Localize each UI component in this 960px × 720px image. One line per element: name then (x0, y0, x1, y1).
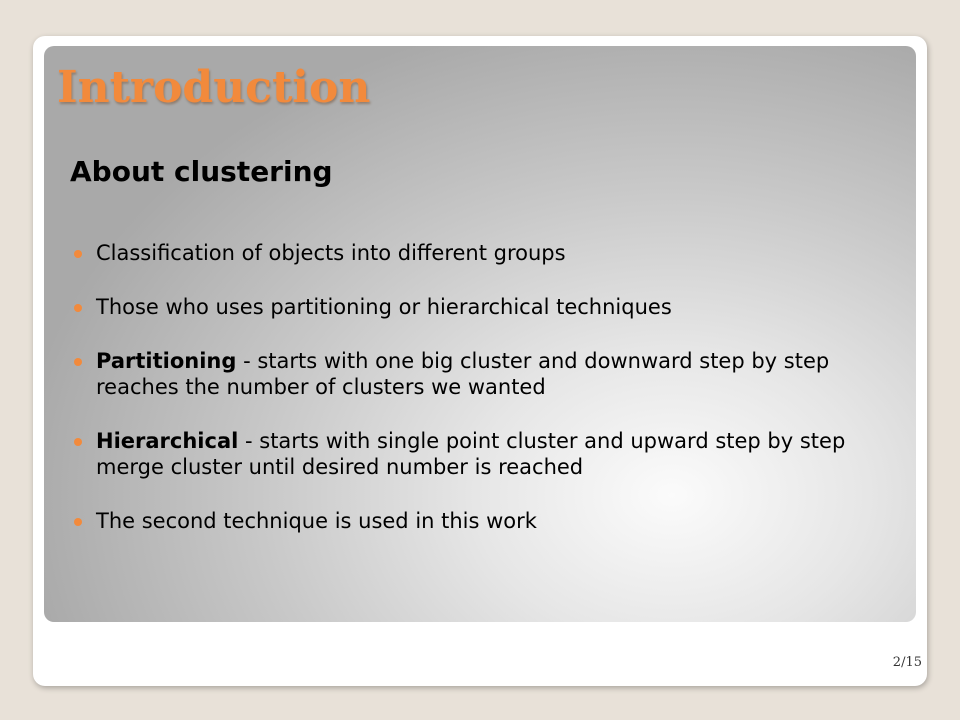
page-number: 2/15 (892, 655, 922, 670)
bullet-dot-icon (74, 304, 82, 312)
bullet-term-hierarchical: Hierarchical (96, 429, 239, 453)
bullet-item (74, 240, 904, 266)
slide-subtitle: About clustering (70, 155, 333, 188)
bullet-item (74, 294, 904, 320)
bullet-list (74, 240, 904, 562)
bullet-dot-icon (74, 438, 82, 446)
slide-title: Introduction (57, 62, 371, 113)
bullet-text: Those who uses partitioning or hierarchical techniques (96, 295, 672, 319)
bullet-item (74, 508, 904, 534)
bullet-dot-icon (74, 358, 82, 366)
bullet-text: Classification of objects into different groups (96, 241, 566, 265)
bullet-item (74, 428, 904, 480)
bullet-term-partitioning: Partitioning (96, 349, 237, 373)
bullet-item (74, 348, 904, 400)
bullet-text: - starts with one big cluster and downward step by step reaches the number of clusters we wanted (96, 349, 830, 399)
bullet-dot-icon (74, 518, 82, 526)
bullet-text: - starts with single point cluster and upward step by step merge cluster until desired number is reached (96, 429, 846, 479)
bullet-dot-icon (74, 250, 82, 258)
bullet-text: The second technique is used in this work (96, 509, 537, 533)
